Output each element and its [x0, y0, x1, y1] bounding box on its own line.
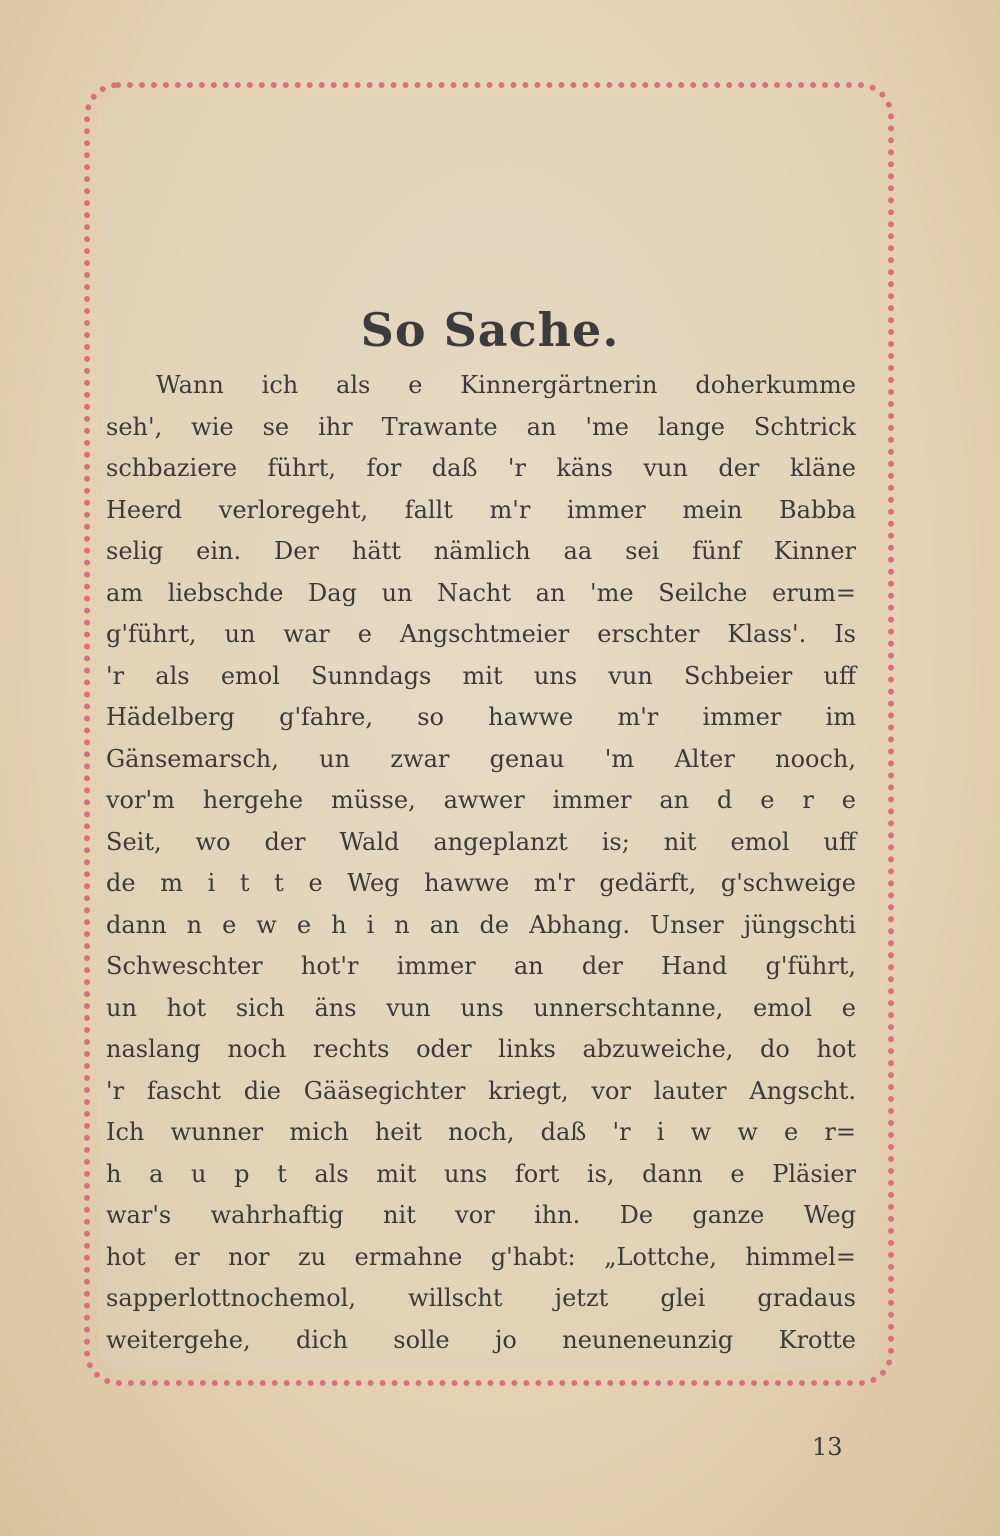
text-line: 'r fascht die Gääsegichter kriegt, vor lauter Angscht.: [106, 1076, 856, 1105]
text-line: schbaziere führt, for daß 'r käns vun der kläne: [106, 454, 856, 482]
text-line: dann n e w e h i n an de Abhang. Unser jüngschti: [106, 910, 856, 939]
text-line: sapperlottnochemol, willscht jetzt glei gradaus: [106, 1284, 856, 1312]
text-line: hot er nor zu ermahne g'habt: „Lottche, himmel=: [106, 1242, 856, 1271]
text-line: Schweschter hot'r immer an der Hand g'führt,: [106, 952, 856, 980]
text-line: war's wahrhaftig nit vor ihn. De ganze Weg: [106, 1201, 856, 1229]
text-line: 'r als emol Sunndags mit uns vun Schbeier uff: [106, 661, 856, 690]
text-line: selig ein. Der hätt nämlich aa sei fünf Kinner: [106, 537, 856, 565]
text-line: vor'm hergehe müsse, awwer immer an d e r e: [106, 786, 856, 814]
text-line: un hot sich äns vun uns unnerschtanne, emol e: [106, 993, 856, 1022]
text-line: Wann ich als e Kinnergärtnerin doherkumme: [156, 371, 856, 399]
text-line: Heerd verloregeht, fallt m'r immer mein Babba: [106, 495, 856, 524]
text-line: Gänsemarsch, un zwar genau 'm Alter nooch,: [106, 744, 856, 773]
page-number: 13: [812, 1433, 843, 1461]
text-line: Ich wunner mich heit noch, daß 'r i w w e r=: [106, 1118, 856, 1146]
chapter-title: So Sache.: [360, 302, 620, 357]
body-text: [106, 365, 856, 1361]
text-line: am liebschde Dag un Nacht an 'me Seilche erum=: [106, 578, 856, 607]
text-line: seh', wie se ihr Trawante an 'me lange Schtrick: [106, 412, 856, 441]
text-line: h a u p t als mit uns fort is, dann e Pläsier: [106, 1159, 856, 1188]
text-line: g'führt, un war e Angschtmeier erschter Klass'. Is: [106, 620, 856, 648]
text-line: naslang noch rechts oder links abzuweiche, do hot: [106, 1035, 856, 1063]
text-line: Hädelberg g'fahre, so hawwe m'r immer im: [106, 703, 856, 731]
text-line: Seit, wo der Wald angeplanzt is; nit emol uff: [106, 827, 856, 856]
text-line: weitergehe, dich solle jo neuneneunzig Krotte: [106, 1325, 856, 1354]
text-line: de m i t t e Weg hawwe m'r gedärft, g'schweige: [106, 869, 856, 897]
